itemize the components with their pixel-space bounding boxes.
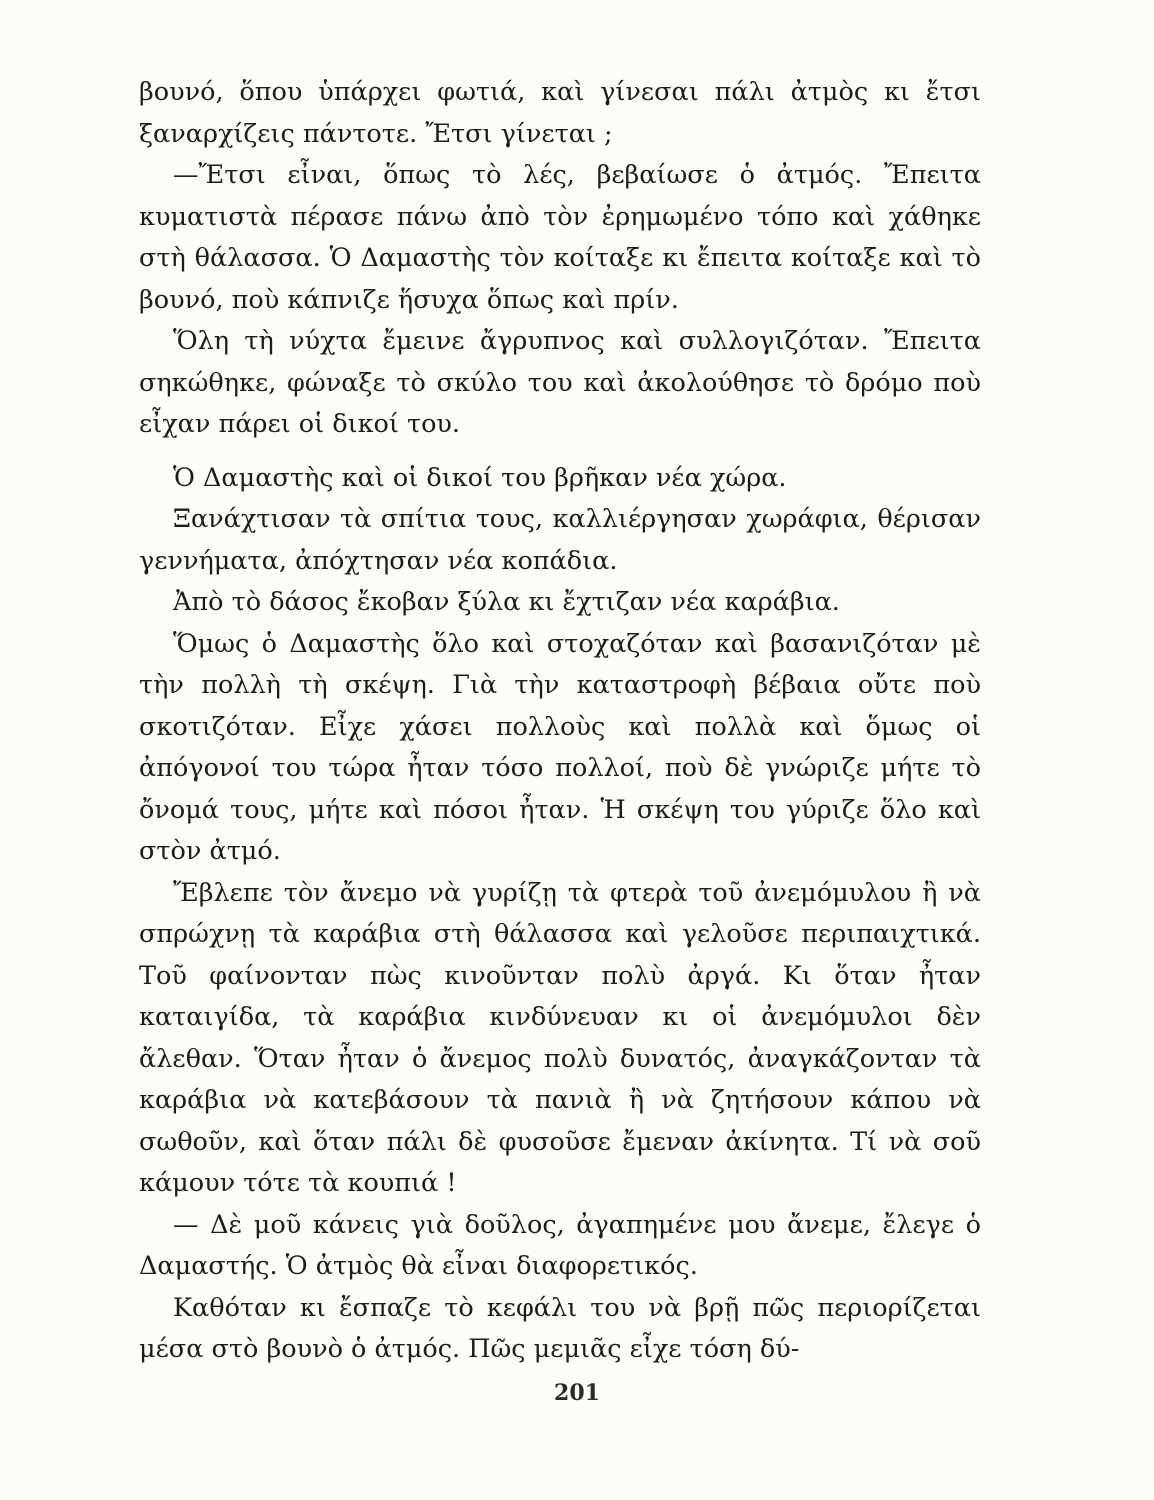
paragraph: βουνό, ὅπου ὑπάρχει φωτιά, καὶ γίνεσαι πάλι ἀτμὸς κι ἔτσι ξαναρχίζεις πάντοτε. Ἔτσι γίνεται ; (139, 77, 981, 149)
paragraph: — Δὲ μοῦ κάνεις γιὰ δοῦλος, ἀγαπημένε μου ἄνεμε, ἔλεγε ὁ Δαμαστής. Ὁ ἀτμὸς θὰ εἶναι διαφορετικός. (139, 1209, 981, 1281)
paragraph: —Ἔτσι εἶναι, ὅπως τὸ λές, βεβαίωσε ὁ ἀτμός. Ἔπειτα κυματιστὰ πέρασε πάνω ἀπὸ τὸν ἐρημωμένο τόπο καὶ χάθηκε στὴ θάλασσα. Ὁ Δαμαστὴς τὸν κοίταξε κι ἔπειτα κοίταξε καὶ τὸ βουνό, ποὺ κάπνιζε ἥσυχα ὅπως καὶ πρίν. (139, 160, 981, 315)
page-number: 201 (554, 1380, 600, 1406)
paragraph: Ὅμως ὁ Δαμαστὴς ὅλο καὶ στοχαζόταν καὶ βασανιζόταν μὲ τὴν πολλὴ τὴ σκέψη. Γιὰ τὴν καταστροφὴ βέβαια οὔτε ποὺ σκοτιζόταν. Εἶχε χάσει πολλοὺς καὶ πολλὰ καὶ ὅμως οἱ ἀπόγονοί του τώρα ἦταν τόσο πολλοί, ποὺ δὲ γνώριζε μήτε τὸ ὄνομά τους, μήτε καὶ πόσοι ἦταν. Ἡ σκέψη του γύριζε ὅλο καὶ στὸν ἀτμό. (139, 628, 981, 866)
paragraph: Ἔβλεπε τὸν ἄνεμο νὰ γυρίζῃ τὰ φτερὰ τοῦ ἀνεμόμυλου ἢ νὰ σπρώχνῃ τὰ καράβια στὴ θάλασσα καὶ γελοῦσε περιπαιχτικά. Τοῦ φαίνονταν πὼς κινοῦνταν πολὺ ἀργά. Κι ὅταν ἦταν καταιγίδα, τὰ καράβια κινδύνευαν κι οἱ ἀνεμόμυλοι δὲν ἄλεθαν. Ὅταν ἦταν ὁ ἄνεμος πολὺ δυνατός, ἀναγκάζονταν τὰ καράβια νὰ κατεβάσουν τὰ πανιὰ ἢ νὰ ζητήσουν κάπου νὰ σωθοῦν, καὶ ὅταν πάλι δὲ φυσοῦσε ἔμεναν ἀκίνητα. Τί νὰ σοῦ κάμουν τότε τὰ κουπιά ! (139, 877, 981, 1198)
paragraph: Καθόταν κι ἔσπαζε τὸ κεφάλι του νὰ βρῇ πῶς περιορίζεται μέσα στὸ βουνὸ ὁ ἀτμός. Πῶς μεμιᾶς εἶχε τόση δύ- (139, 1292, 981, 1364)
paragraph: Ὁ Δαμαστὴς καὶ οἱ δικοί του βρῆκαν νέα χώρα. (173, 462, 787, 493)
paragraph: Ξανάχτισαν τὰ σπίτια τους, καλλιέργησαν χωράφια, θέρισαν γεννήματα, ἀπόχτησαν νέα κοπάδια. (139, 504, 981, 576)
body-text (139, 72, 981, 1371)
paragraph: Ἀπὸ τὸ δάσος ἔκοβαν ξύλα κι ἔχτιζαν νέα καράβια. (173, 587, 840, 617)
paragraph: Ὅλη τὴ νύχτα ἔμεινε ἄγρυπνος καὶ συλλογιζόταν. Ἔπειτα σηκώθηκε, φώναξε τὸ σκύλο του καὶ ἀκολούθησε τὸ δρόμο ποὺ εἶχαν πάρει οἱ δικοί του. (139, 326, 981, 439)
